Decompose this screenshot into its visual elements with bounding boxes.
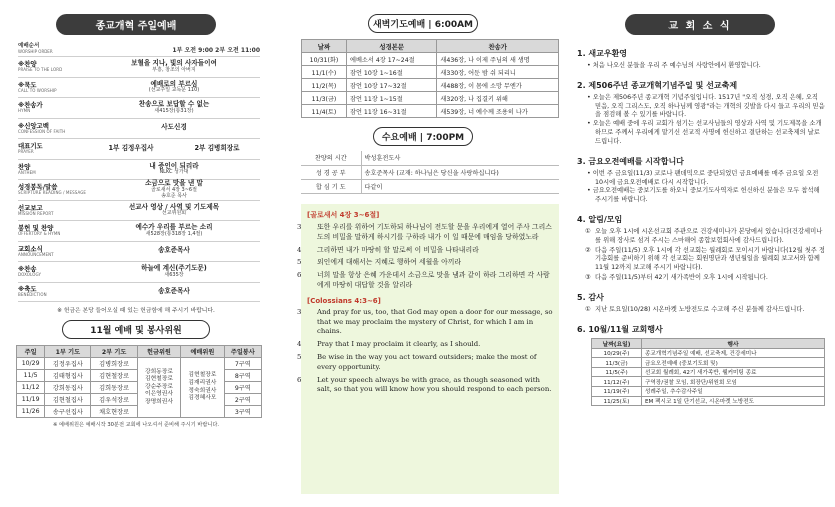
verse-text: 너희 말을 항상 은혜 가운데서 소금으로 맛을 냄과 같이 하라 그리하면 각 사람에게 마땅히 대답할 것을 알리라 [317,271,550,289]
service-header: 헌금위원 [137,346,180,358]
worship-order-header [18,41,260,54]
service-header: 2부 기도 [91,346,137,358]
dawn-title: 새벽기도예배 | 6:00AM [368,14,478,33]
worship-item-label: ※신앙고백 [18,121,49,130]
table-row [302,66,559,79]
table-row [592,367,825,377]
dawn-cell: 11/1(수) [302,66,347,79]
list-item-number: ① [585,227,591,235]
worship-title: 종교개혁 주일예배 [56,14,216,35]
service-prayer-1: 김정우집사 [45,358,91,370]
verse [297,375,553,396]
worship-item-content: 소금으로 맛을 낸 말 [145,179,203,188]
news-reformation-text-2: • 오늘은 예배 중에 우리 교회가 섬기는 선교사님들의 영상과 사역 및 기도제목을 소개하므로 주께서 우리에게 맡기신 선교적 사명에 헌신하고 결단하는 선교축제의 날로 드립니다. [577,120,825,146]
worship-item-label: ※찬송가 [18,101,43,110]
list-item-text: 오늘 오후 1시에 시온선교회 주관으로 건강세미나가 본당에서 있습니다(건강세미나를 위해 장사로 섬겨 주시는 스마해어 종합보험회사에 감사드립니다). [595,227,823,244]
news-notices-list [577,228,825,283]
event-name: 성례주일, 추수감사주일 [642,387,825,397]
worship-item-sub: 새415장(통31장) [154,107,194,114]
news-title: 교 회 소 식 [625,14,775,35]
event-date: 10/29(주) [592,348,642,358]
verse-number: 6 [297,375,302,384]
verse-text: 또한 우리를 위하여 기도하되 하나님이 전도할 문을 우리에게 열어 주사 그리스도의 비밀을 말하게 하시기를 구하라 내가 이 일 때문에 매임을 당하였노라 [317,223,552,241]
worship-item-label: 교회소식 [18,244,43,253]
worship-item [18,220,260,241]
dawn-table [301,39,559,118]
dawn-cell: 11/2(목) [302,79,347,92]
worship-item [18,118,260,139]
table-row [302,79,559,92]
service-offering: 강희동장로 김현철장로 강순주장로 이은영권사 장명희권사 [137,358,180,418]
worship-item-content: 송호준목사 [158,286,190,295]
worship-item-label-en: PRAISE TO THE LORD [18,67,63,73]
list-item-number: ① [585,305,591,313]
wednesday-item: 찬양의 시간 [301,151,361,165]
event-date: 11/12(주) [592,377,642,387]
worship-item [18,97,260,118]
offering-note: ※ 헌금은 본당 들어오실 때 있는 헌금함에 해 주시기 바랍니다. [57,308,215,314]
list-item [577,247,825,273]
dawn-cell: 잠언 11장 16~31절 [346,105,436,118]
service-prayer-1: 김현철집사 [45,394,91,406]
worship-item-sub: 부흥, 창조의 아버지 [152,66,196,73]
worship-item [18,159,260,180]
worship-order-list [0,56,272,302]
verse [297,352,553,373]
list-item [577,306,825,315]
event-name: EM 팩시코 1일 단기선교, 시온마켓 노방전도 [642,396,825,406]
worship-item-label: ※찬양 [18,60,37,69]
prayer-column [287,0,559,507]
service-table [16,345,262,418]
dawn-header: 날짜 [302,40,347,53]
worship-item [18,179,260,200]
verse-number: 4 [297,245,302,254]
service-group: 9구역 [224,382,261,394]
verse-number: 3 [297,307,302,316]
service-prayer-1: 송구선집사 [45,406,91,418]
news-section-events: 6. 10월/11월 교회행사 [577,324,663,334]
worship-item-sub: 새528장(통318장 1,4절) [145,230,203,237]
service-header: 1부 기도 [45,346,91,358]
table-row [592,348,825,358]
news-section-notices: 4. 알림/모임 [577,214,623,224]
verse-text: 그리하면 내가 마땅히 할 말로써 이 비밀을 나타내리라 [317,245,479,254]
service-prayer-1: 강희동집사 [45,382,91,394]
dawn-cell: 새539장, 너 예수께 조용히 나가 [437,105,559,118]
event-name: 선교회 월례회, 42기 새가족반, 웰커미팅 종료 [642,367,825,377]
service-header: 주일 [17,346,45,358]
table-row [592,358,825,368]
worship-item-content: 선교사 영상 / 사역 및 기도제목 [128,202,220,211]
scripture-en-verses [297,307,553,395]
table-row [592,396,825,406]
service-group: 3구역 [224,406,261,418]
verse-text: Pray that I may proclaim it clearly, as I should. [317,340,481,349]
table-row [301,151,559,165]
worship-item-label: 선교보고 [18,203,43,212]
scripture-ko-title: [골로새서 4장 3~6절] [307,211,380,219]
worship-item-sub: 선교위원회 [161,210,187,217]
worship-item-content: 하늘에 계신(주기도문) [141,264,207,273]
service-prayer-1: 김태형집사 [45,370,91,382]
worship-item-label: ※축도 [18,285,37,294]
worship-item-content: 송호준목사 [158,246,190,255]
news-section-thanks: 5. 감사 [577,292,604,302]
news-section-reformation: 2. 제506주년 종교개혁기념주일 및 선교축제 [577,80,738,90]
table-row [302,105,559,118]
worship-item-content: 내 증인이 되리라 [149,161,199,170]
verse [297,271,553,291]
verse [297,245,553,256]
worship-item-label-en: SCRIPTURE READING / MESSAGE [18,190,87,196]
table-row [592,377,825,387]
worship-item-sub: 새635장 [164,271,184,278]
worship-item-label-en: CALL TO WORSHIP [18,87,57,93]
list-item-number: ③ [585,274,591,281]
event-name: 금요오전예배 (중보기도회 및) [642,358,825,368]
prayer-1st: 1부 김정우집사 [108,143,154,152]
worship-item-content: 예배로의 부르심 [150,79,198,88]
news-column [565,0,835,507]
scripture-ko-verses [297,223,553,291]
dawn-cell: 새436장, 나 이제 주님의 새 생명 [437,53,559,66]
list-item [577,228,825,246]
event-date: 11/19(주) [592,387,642,397]
list-item-number: ② [585,246,591,254]
service-note: ※ 예배위원은 예배시작 30분전 교회에 나오셔서 준비해 주시기 바랍니다. [52,422,220,428]
scripture-box [297,204,559,494]
scripture-en-title: [Colossians 4:3~6] [307,296,381,305]
worship-item-label-en: HYMN [18,108,31,114]
list-item-text: 다음 주일(11/5)부터 42기 새가족반이 오후 1시에 시작됩니다. [595,274,768,281]
table-row [17,358,262,370]
service-group: 8구역 [224,370,261,382]
worship-item-sub: 골로새서 4장 3~6절 [151,186,197,193]
worship-item [18,77,260,98]
news-friday-text-1: • 이번 주 금요일(11/3) 코로나 팬데믹으로 중단되었던 금요예배를 매주 금요일 오전 10시에 금요오전예배로 다시 시작합니다. [577,170,825,188]
service-date: 10/29 [17,358,45,370]
service-prayer-2: 김우석장로 [91,394,137,406]
worship-item-content: 사도신경 [161,123,187,132]
verse [297,223,553,243]
service-header: 예배위원 [181,346,224,358]
list-item-text: 지난 토요일(10/28) 시온마켓 노방전도로 수고해 주신 분들께 감사드립니다. [595,305,805,313]
worship-item-label-en: DOXOLOGY [18,272,41,278]
worship-times: 1부 오전 9:00 2부 오전 11:00 [172,47,260,54]
service-date: 11/12 [17,382,45,394]
worship-item-content: 예수가 우리를 부르는 소리 [135,223,213,232]
worship-item-label: 찬양 [18,162,31,171]
event-date: 11/5(주) [592,367,642,377]
verse-text: Be wise in the way you act toward outsiders; make the most of every opportunity. [317,352,537,371]
worship-item-label-en: OFFERTORY & HYMN [18,231,61,237]
verse-text: Let your speech always be with grace, as though seasoned with salt, so that you will know how you should respond to each person. [317,375,552,394]
dawn-cell: 새320장, 나 집결키 위해 [437,92,559,105]
worship-item-content: 찬송으로 보답할 수 없는 [138,100,210,109]
list-item [577,274,825,283]
news-section-welcome: 1. 새교우환영 [577,49,628,58]
news-reformation-text-1: • 오늘은 제506주년 종교개혁 기념주일입니다. 1517년 "오직 성경, 오직 은혜, 오직 믿음, 오직 그리스도, 오직 하나님께 영광"라는 개혁의 깃발을 다시 들고 우리의 믿음을 점검해 볼 수 있기를 바랍니다. [577,94,825,120]
service-header: 주일봉사 [224,346,261,358]
worship-item-content: 보혈을 지나, 빛의 사자들이여 [131,59,217,68]
events-header: 날짜(요일) [592,338,642,348]
events-header: 행사 [642,338,825,348]
worship-item-label: 성경봉독/말씀 [18,183,58,192]
worship-item [18,200,260,221]
service-prayer-2: 김희동장로 [91,382,137,394]
prayer-2nd: 2부 김병희장로 [194,143,240,152]
verse-text: And pray for us, too, that God may open a door for our message, so that we may proclaim the mystery of Christ, for which I am in chains. [317,307,553,336]
service-prayer-2: 채호현장로 [91,406,137,418]
verse-number: 6 [297,271,302,280]
worship-item [18,261,260,282]
wednesday-item: 성 경 공 부 [301,165,361,179]
verse [297,258,553,268]
worship-item-sub: (선교주일 교독문 110) [148,87,200,94]
event-name: 구역장/권찰 모임, 회장단/위원회 모임 [642,377,825,387]
worship-item-label: ※찬송 [18,265,37,274]
worship-item-label: 대표기도 [18,142,43,151]
table-row [592,387,825,397]
verse-number: 5 [297,258,302,267]
wednesday-title: 수요예배 | 7:00PM [373,127,473,146]
worship-item-label-en: ANTHEM [18,169,36,175]
wednesday-table [301,151,559,194]
worship-item-preacher: 송호준 목사 [161,192,187,199]
news-thanks-list [577,306,825,315]
dawn-cell: 잠언 10장 17~32절 [346,79,436,92]
dawn-cell: 10/31(화) [302,53,347,66]
dawn-cell: 잠언 10장 1~16절 [346,66,436,79]
verse-text: 외인에게 대해서는 지혜로 행하여 세월을 아끼라 [317,258,462,267]
table-row [301,165,559,179]
worship-order-ko: 예배순서 [18,43,40,49]
list-item-text: 다음 주일(11/5) 오후 1시에 각 선교회는 월례회로 모이시기 바랍니다(12월 첫주 정기총회를 준비하기 위해 각 선교회는 회원명단과 생년월일을 월례회 보고서와 함께 11월 12까지 보고해 주시기 바랍니다). [595,246,825,272]
news-friday-text-2: • 금요오전예배는 중보기도를 하오니 중보기도사역자로 헌신하신 분들은 모두 참석해 주시기를 바랍니다. [577,187,825,205]
dawn-cell: 잠언 11장 1~15절 [346,92,436,105]
events-table [591,338,825,407]
worship-item [18,241,260,262]
event-date: 11/3(금) [592,358,642,368]
service-prayer-2: 김병희장로 [91,358,137,370]
wednesday-leader: 박성훈전도사 [361,151,559,165]
verse-number: 4 [297,340,302,349]
dawn-header: 찬송가 [437,40,559,53]
dawn-cell: 에베소서 4장 17~24절 [346,53,436,66]
table-row [302,92,559,105]
table-row [302,53,559,66]
news-sections [577,48,825,406]
verse [297,340,553,350]
service-title: 11월 예배 및 봉사위원 [62,320,210,339]
dawn-cell: 11/4(토) [302,105,347,118]
worship-item [18,282,260,303]
service-date: 11/26 [17,406,45,418]
worship-item-label-en: ANNOUNCEMENT [18,251,54,257]
event-name: 종교개혁기념주일 예배, 선교축제, 건강세미나 [642,348,825,358]
dawn-cell: 새488장, 이 몸에 소망 무엔가 [437,79,559,92]
wednesday-leader: 다같이 [361,179,559,193]
worship-column [0,0,272,507]
worship-item-label: ※묵도 [18,80,37,89]
service-ushers: 김현철장로 김재리권사 정숙희권사 김경혜사모 [181,358,224,418]
table-row [301,179,559,193]
news-section-friday: 3. 금요오전예배를 시작합니다 [577,156,684,166]
service-prayer-2: 김현철장로 [91,370,137,382]
news-welcome-text: • 처음 나오신 분들을 우리 주 예수님의 사랑안에서 환영합니다. [577,62,825,71]
service-date: 11/19 [17,394,45,406]
dawn-header: 성경본문 [346,40,436,53]
worship-item-label-en: BENEDICTION [18,292,47,298]
worship-item-label-en: CONFESSION OF FAITH [18,128,66,134]
verse [297,307,553,337]
verse-number: 5 [297,352,302,361]
wednesday-item: 합 심 기 도 [301,179,361,193]
service-group: 7구역 [224,358,261,370]
service-date: 11/5 [17,370,45,382]
worship-item-label: 봉헌 및 찬양 [18,224,54,233]
dawn-cell: 새330장, 어둔 밤 쉬 되리니 [437,66,559,79]
worship-order-en: WORSHIP ORDER [18,49,53,54]
worship-item [18,138,260,159]
wednesday-leader: 송호준목사 (교재: 하나님은 당신을 사랑하십니다) [361,165,559,179]
event-date: 11/25(토) [592,396,642,406]
worship-item-label-en: PRAYER [18,149,34,155]
verse-number: 3 [297,223,302,231]
worship-item-label-en: MISSION REPORT [18,210,54,216]
worship-item-sub: NLKC 성가대 [159,169,189,176]
dawn-cell: 11/3(금) [302,92,347,105]
worship-item [18,56,260,77]
service-group: 2구역 [224,394,261,406]
